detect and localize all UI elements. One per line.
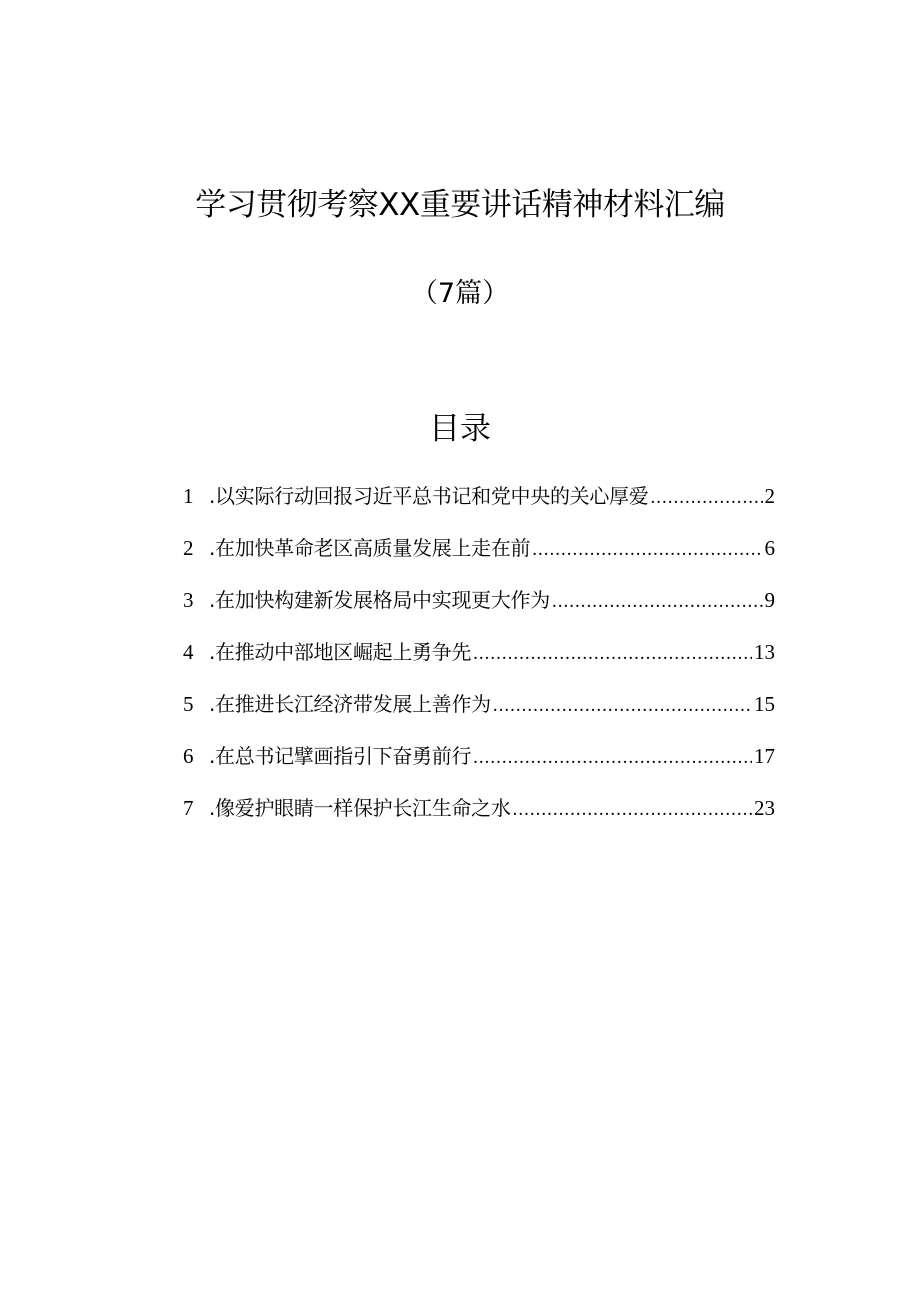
toc-item-number: 7 <box>183 796 194 820</box>
toc-item-title: .在加快构建新发展格局中实现更大作为 <box>209 588 550 612</box>
toc-item[interactable] <box>183 636 775 688</box>
toc-item-number: 4 <box>183 640 194 664</box>
toc-item-number: 1 <box>183 484 194 508</box>
toc-item[interactable] <box>183 532 775 584</box>
toc-item-title: .在加快革命老区高质量发展上走在前 <box>209 536 531 560</box>
toc-item-page: 17 <box>754 744 775 768</box>
toc-item-title: .在推进长江经济带发展上善作为 <box>209 692 491 716</box>
toc-item[interactable] <box>183 480 775 532</box>
toc-list <box>183 480 775 844</box>
toc-item-leader <box>493 695 752 717</box>
document-subtitle: （7篇） <box>410 278 510 309</box>
toc-item-leader <box>473 643 752 665</box>
document-title: 学习贯彻考察XX重要讲话精神材料汇编 <box>195 187 725 223</box>
toc-item-number: 6 <box>183 744 194 768</box>
toc-item-leader <box>473 747 752 769</box>
toc-item-page: 15 <box>754 692 775 716</box>
toc-item-page: 6 <box>764 536 775 560</box>
toc-item-leader <box>532 539 762 561</box>
toc-item-number: 2 <box>183 536 194 560</box>
toc-item-page: 23 <box>754 796 775 820</box>
toc-item[interactable] <box>183 688 775 740</box>
toc-item-page: 2 <box>764 484 775 508</box>
toc-item-title: .在推动中部地区崛起上勇争先 <box>209 640 472 664</box>
toc-heading: 目录 <box>429 411 491 447</box>
toc-item-title: .像爱护眼睛一样保护长江生命之水 <box>209 796 511 820</box>
toc-item-leader <box>650 487 762 509</box>
toc-item-number: 3 <box>183 588 194 612</box>
toc-item-page: 9 <box>764 588 775 612</box>
toc-item[interactable] <box>183 740 775 792</box>
toc-item[interactable] <box>183 792 775 844</box>
toc-item-number: 5 <box>183 692 194 716</box>
toc-item-page: 13 <box>754 640 775 664</box>
toc-item-leader <box>552 591 763 613</box>
toc-item[interactable] <box>183 584 775 636</box>
toc-item-leader <box>513 799 752 821</box>
toc-item-title: .在总书记擘画指引下奋勇前行 <box>209 744 472 768</box>
toc-item-title: .以实际行动回报习近平总书记和党中央的关心厚爱 <box>209 484 649 508</box>
